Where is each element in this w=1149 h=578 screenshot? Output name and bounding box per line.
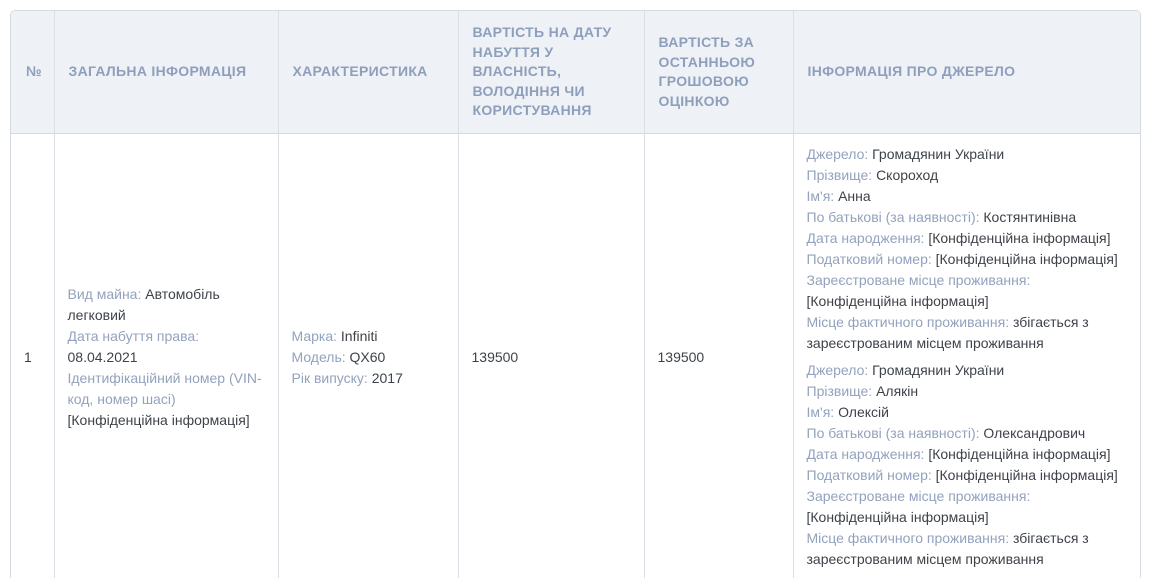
field-line — [68, 368, 265, 431]
field-value: збігається з зареєстрованим місцем проживання — [806, 530, 1089, 567]
table-body — [11, 134, 1140, 578]
field-label: Місце фактичного проживання: — [806, 314, 1013, 330]
field-value: [Конфіденційна інформація] — [928, 230, 1111, 246]
field-line — [807, 312, 1128, 354]
table-header — [11, 11, 1140, 134]
field-line — [807, 144, 1128, 165]
field-line — [807, 186, 1128, 207]
field-label: По батькові (за наявності): — [806, 425, 984, 441]
field-line — [292, 368, 445, 389]
field-line — [807, 207, 1128, 228]
col-header-characteristics: ХАРАКТЕРИСТИКА — [278, 11, 458, 134]
table-row — [11, 134, 1140, 578]
field-line — [807, 360, 1128, 381]
characteristics-cell — [278, 134, 458, 578]
field-value: Анна — [838, 188, 871, 204]
col-header-number: № — [11, 11, 54, 134]
field-label: Прізвище: — [806, 383, 877, 399]
field-line — [807, 228, 1128, 249]
field-line — [807, 249, 1128, 270]
field-line — [292, 347, 445, 368]
value-last-assessment-cell: 139500 — [644, 134, 793, 578]
field-value: Автомобіль легковий — [67, 285, 220, 323]
field-line — [292, 326, 445, 347]
field-label: Місце фактичного проживання: — [806, 530, 1013, 546]
field-value: [Конфіденційна інформація] — [935, 467, 1118, 483]
field-label: Дата народження: — [806, 230, 929, 246]
field-label: Ім'я: — [806, 404, 839, 420]
field-label: Податковий номер: — [806, 251, 936, 267]
field-label: Вид майна: — [67, 285, 146, 302]
field-label: Прізвище: — [806, 167, 877, 183]
field-label: Зареєстроване місце проживання: — [806, 488, 1031, 504]
col-header-source-info: ІНФОРМАЦІЯ ПРО ДЖЕРЕЛО — [793, 11, 1140, 134]
field-label: Ім'я: — [806, 188, 839, 204]
assets-table — [10, 10, 1141, 578]
col-header-general-info: ЗАГАЛЬНА ІНФОРМАЦІЯ — [54, 11, 278, 134]
value-at-acquisition-cell: 139500 — [458, 134, 644, 578]
field-line — [807, 270, 1128, 312]
field-value: Олексій — [838, 404, 889, 420]
field-value: Олександрович — [983, 425, 1086, 441]
field-value: Алякін — [876, 383, 919, 399]
field-label: Дата набуття права: — [67, 327, 200, 344]
field-line — [807, 381, 1128, 402]
field-value: 08.04.2021 — [67, 348, 138, 365]
field-line — [807, 402, 1128, 423]
general-info-cell — [54, 134, 278, 578]
col-header-value-last-assessment: ВАРТІСТЬ ЗА ОСТАННЬОЮ ГРОШОВОЮ ОЦІНКОЮ — [644, 11, 793, 134]
field-value: Громадянин України — [872, 146, 1005, 162]
field-value: [Конфіденційна інформація] — [806, 293, 989, 309]
field-label: Рік випуску: — [291, 369, 372, 386]
field-label: Джерело: — [806, 362, 873, 378]
field-line — [68, 284, 265, 326]
field-value: Громадянин України — [872, 362, 1005, 378]
field-value: QX60 — [349, 348, 386, 365]
field-line — [807, 465, 1128, 486]
source-person-block — [807, 360, 1128, 570]
vehicle-declaration-table — [11, 11, 1140, 578]
field-value: Костянтинівна — [983, 209, 1077, 225]
field-line — [807, 165, 1128, 186]
field-label: Джерело: — [806, 146, 873, 162]
field-value: 2017 — [371, 369, 403, 386]
field-label: По батькові (за наявності): — [806, 209, 984, 225]
col-header-value-at-acquisition: ВАРТІСТЬ НА ДАТУ НАБУТТЯ У ВЛАСНІСТЬ, ВОЛОДІННЯ ЧИ КОРИСТУВАННЯ — [458, 11, 644, 134]
field-value: [Конфіденційна інформація] — [67, 411, 250, 428]
field-value: [Конфіденційна інформація] — [928, 446, 1111, 462]
field-value: [Конфіденційна інформація] — [806, 509, 989, 525]
field-line — [807, 444, 1128, 465]
field-value: Скороход — [876, 167, 939, 183]
field-value: Infiniti — [340, 327, 378, 344]
field-line — [68, 326, 265, 368]
table-header-row — [11, 11, 1140, 134]
field-label: Модель: — [291, 348, 350, 365]
row-number-cell: 1 — [11, 134, 54, 578]
field-value: [Конфіденційна інформація] — [935, 251, 1118, 267]
field-label: Податковий номер: — [806, 467, 936, 483]
field-label: Зареєстроване місце проживання: — [806, 272, 1031, 288]
source-info-cell — [793, 134, 1140, 578]
field-line — [807, 528, 1128, 570]
source-person-block — [807, 144, 1128, 354]
field-label: Дата народження: — [806, 446, 929, 462]
field-line — [807, 423, 1128, 444]
field-label: Марка: — [291, 327, 341, 344]
field-label: Ідентифікаційний номер (VIN-код, номер шасі) — [67, 369, 262, 407]
field-line — [807, 486, 1128, 528]
field-value: збігається з зареєстрованим місцем проживання — [806, 314, 1089, 351]
